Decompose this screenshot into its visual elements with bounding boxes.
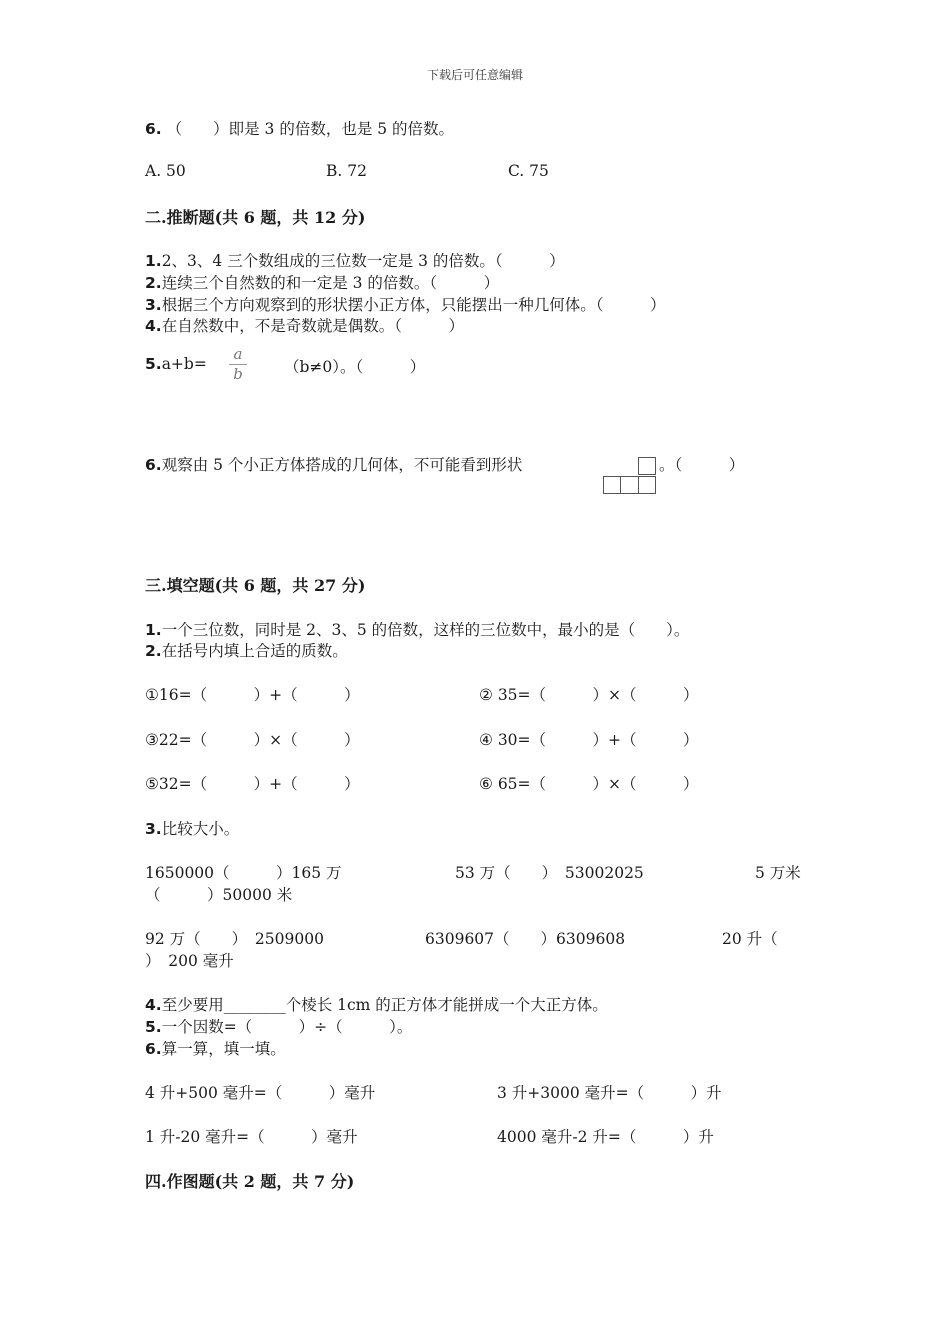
fill-item-5 bbox=[145, 1015, 412, 1037]
cube-bottom-1 bbox=[604, 477, 621, 494]
compare-item-4: 92 万（ ） 2509000 bbox=[145, 930, 324, 948]
judgment-item-5-after: （b≠0）。（ ） bbox=[284, 358, 426, 376]
prime-item-2: ② 35=（ ）×（ ） bbox=[479, 686, 699, 704]
page-header: 下载后可任意编辑 bbox=[426, 68, 523, 82]
calc-item-1: 4 升+500 毫升=（ ）毫升 bbox=[145, 1084, 376, 1102]
fill-item-4 bbox=[145, 993, 608, 1015]
fraction-a-over-b bbox=[229, 346, 247, 383]
item-text: 比较大小。 bbox=[161, 820, 240, 838]
item-text-before: a+b= bbox=[161, 355, 207, 373]
fill-item-2 bbox=[145, 639, 348, 661]
compare-item-2: 53 万（ ） 53002025 bbox=[455, 864, 644, 882]
item-number: 3. bbox=[145, 296, 162, 314]
item-number: 2. bbox=[145, 642, 162, 660]
item-text: 2、3、4 三个数组成的三位数一定是 3 的倍数。（ ） bbox=[161, 252, 565, 270]
prime-item-6: ⑥ 65=（ ）×（ ） bbox=[479, 775, 699, 793]
cube-bottom-2 bbox=[621, 477, 639, 494]
item-number: 6. bbox=[145, 1040, 162, 1058]
fill-item-1 bbox=[145, 618, 689, 640]
item-number: 5. bbox=[145, 355, 162, 373]
section-title-judgment: 二.推断题(共 6 题，共 12 分) bbox=[145, 208, 366, 227]
section-title-fill-blank: 三.填空题(共 6 题，共 27 分) bbox=[145, 576, 366, 595]
item-text: 连续三个自然数的和一定是 3 的倍数。（ ） bbox=[161, 274, 500, 292]
fill-item-6 bbox=[145, 1037, 286, 1059]
prime-item-3: ③22=（ ）×（ ） bbox=[145, 731, 360, 749]
cube-shape-figure bbox=[603, 457, 657, 495]
item-number: 1. bbox=[145, 621, 162, 639]
calc-item-3: 1 升-20 毫升=（ ）毫升 bbox=[145, 1128, 358, 1146]
item-number: 3. bbox=[145, 820, 162, 838]
item-number: 4. bbox=[145, 996, 162, 1014]
fill-item-3 bbox=[145, 817, 239, 839]
judgment-item-2 bbox=[145, 271, 499, 293]
cube-top bbox=[639, 458, 656, 475]
item-text: 一个因数=（ ）÷（ ）。 bbox=[161, 1018, 413, 1036]
question-number: 6. bbox=[145, 120, 162, 138]
fraction-denominator: b bbox=[233, 365, 243, 383]
item-number: 4. bbox=[145, 317, 162, 335]
judgment-item-5 bbox=[145, 355, 207, 373]
option-a: A. 50 bbox=[145, 162, 186, 180]
option-c: C. 75 bbox=[508, 162, 549, 180]
section-title-drawing: 四.作图题(共 2 题，共 7 分) bbox=[145, 1172, 355, 1191]
cube-bottom-3 bbox=[639, 477, 656, 494]
item-text: 根据三个方向观察到的形状摆小正方体，只能摆出一种几何体。（ ） bbox=[161, 296, 666, 314]
judgment-item-6-after: 。（ ） bbox=[659, 456, 745, 474]
compare-item-6: 20 升（ bbox=[722, 930, 778, 948]
calc-item-2: 3 升+3000 毫升=（ ）升 bbox=[497, 1084, 722, 1102]
question-text: （ ）即是 3 的倍数，也是 5 的倍数。 bbox=[166, 120, 455, 138]
prime-item-4: ④ 30=（ ）+（ ） bbox=[479, 731, 699, 749]
item-number: 5. bbox=[145, 1018, 162, 1036]
compare-item-5: 6309607（ ）6309608 bbox=[425, 930, 626, 948]
prime-item-1: ①16=（ ）+（ ） bbox=[145, 686, 360, 704]
compare-item-1: 1650000（ ）165 万 bbox=[145, 864, 342, 882]
question-6-choice bbox=[145, 117, 454, 139]
item-number: 6. bbox=[145, 456, 162, 474]
compare-item-3: 5 万米 bbox=[755, 864, 801, 882]
judgment-item-6 bbox=[145, 453, 522, 475]
judgment-item-1 bbox=[145, 249, 565, 271]
prime-item-5: ⑤32=（ ）+（ ） bbox=[145, 775, 360, 793]
compare-item-3-wrap: （ ）50000 米 bbox=[145, 886, 293, 904]
judgment-item-3 bbox=[145, 293, 665, 315]
item-text: 一个三位数，同时是 2、3、5 的倍数，这样的三位数中，最小的是（ ）。 bbox=[161, 621, 690, 639]
judgment-item-4 bbox=[145, 314, 464, 336]
item-text-before: 观察由 5 个小正方体搭成的几何体，不可能看到形状 bbox=[161, 456, 523, 474]
fraction-numerator: a bbox=[233, 345, 243, 363]
item-number: 1. bbox=[145, 252, 162, 270]
item-text: 至少要用________个棱长 1cm 的正方体才能拼成一个大正方体。 bbox=[161, 996, 608, 1014]
option-b: B. 72 bbox=[326, 162, 367, 180]
item-text: 在自然数中，不是奇数就是偶数。（ ） bbox=[161, 317, 464, 335]
compare-item-6-wrap: ） 200 毫升 bbox=[145, 952, 234, 970]
item-text: 算一算，填一填。 bbox=[161, 1040, 286, 1058]
calc-item-4: 4000 毫升-2 升=（ ）升 bbox=[497, 1128, 714, 1146]
item-text: 在括号内填上合适的质数。 bbox=[161, 642, 348, 660]
item-number: 2. bbox=[145, 274, 162, 292]
